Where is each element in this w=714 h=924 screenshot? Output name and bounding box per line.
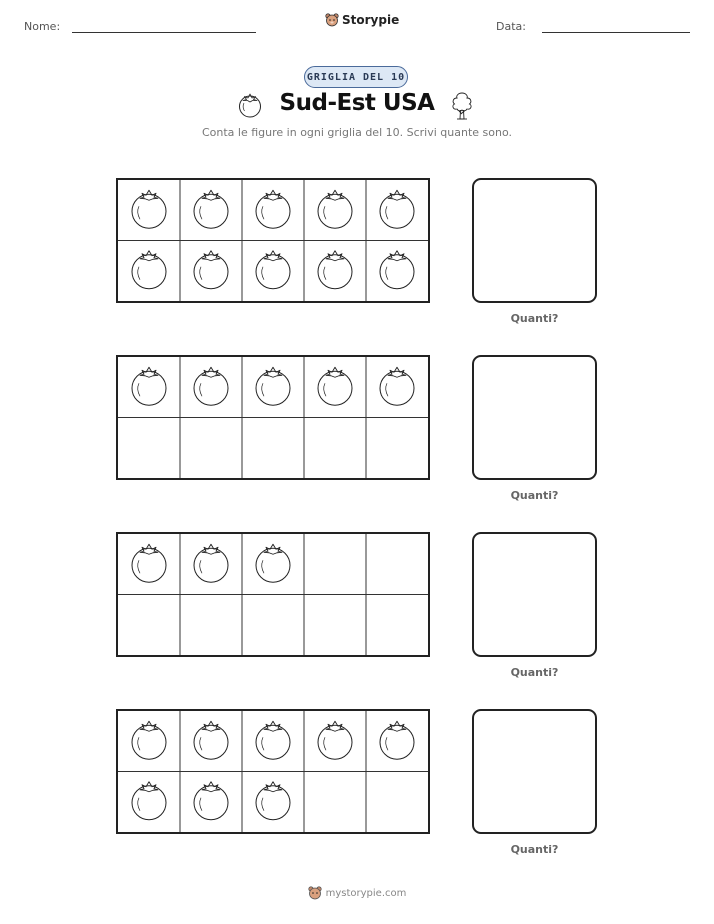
- tomato-icon: [132, 544, 166, 582]
- answer-label-1: Quanti?: [510, 312, 559, 325]
- ten-frame-cell: [256, 721, 290, 759]
- answer-box-2[interactable]: [472, 355, 597, 480]
- ten-frame-grid: [118, 180, 428, 301]
- footer-url: mystorypie.com: [325, 887, 407, 899]
- tomato-icon: [380, 721, 414, 759]
- brand-logo: [325, 13, 399, 27]
- tomato-icon: [132, 251, 166, 289]
- ten-frame-2: [116, 355, 430, 480]
- footer: [0, 886, 714, 900]
- ten-frame-cell: [256, 190, 290, 228]
- tomato-icon: [132, 190, 166, 228]
- tomato-icon: [132, 721, 166, 759]
- answer-label-4: Quanti?: [510, 843, 559, 856]
- tomato-icon: [256, 190, 290, 228]
- tomato-icon: [318, 190, 352, 228]
- ten-frame-cell: [132, 721, 166, 759]
- ten-frame-grid: [118, 534, 428, 655]
- tomato-icon: [256, 782, 290, 820]
- ten-frame-1: [116, 178, 430, 303]
- bear-mascot-icon: [325, 13, 339, 27]
- ten-frame-cell: [380, 190, 414, 228]
- tomato-icon: [256, 367, 290, 405]
- ten-frame-cell: [132, 367, 166, 405]
- ten-frame-grid: [118, 357, 428, 478]
- ten-frame-cell: [132, 190, 166, 228]
- ten-frame-4: [116, 709, 430, 834]
- ten-frame-cell: [380, 721, 414, 759]
- tomato-icon: [380, 190, 414, 228]
- ten-frame-cell: [194, 367, 228, 405]
- tomato-icon: [194, 782, 228, 820]
- name-line[interactable]: [72, 32, 256, 33]
- tomato-icon: [256, 544, 290, 582]
- answer-box-1[interactable]: [472, 178, 597, 303]
- tomato-icon: [194, 190, 228, 228]
- tomato-icon: [194, 367, 228, 405]
- tomato-icon: [318, 251, 352, 289]
- ten-frame-cell: [194, 190, 228, 228]
- bear-mascot-icon: [308, 886, 322, 900]
- ten-frame-cell: [132, 782, 166, 820]
- ten-frame-cell: [318, 367, 352, 405]
- ten-frame-cell: [256, 251, 290, 289]
- name-label: Nome:: [24, 20, 61, 33]
- tomato-icon: [380, 367, 414, 405]
- tomato-icon: [132, 782, 166, 820]
- tomato-icon: [318, 367, 352, 405]
- tomato-icon: [194, 251, 228, 289]
- answer-box-3[interactable]: [472, 532, 597, 657]
- ten-frame-cell: [318, 251, 352, 289]
- tomato-icon: [256, 721, 290, 759]
- tomato-icon: [318, 721, 352, 759]
- ten-frame-cell: [318, 190, 352, 228]
- ten-frame-cell: [194, 721, 228, 759]
- instructions: Conta le figure in ogni griglia del 10. Scrivi quante sono.: [201, 126, 512, 139]
- ten-frame-cell: [256, 544, 290, 582]
- tree-icon: [449, 91, 475, 121]
- date-line[interactable]: [542, 32, 690, 33]
- category-badge: GRIGLIA DEL 10: [304, 66, 408, 88]
- ten-frame-cell: [318, 721, 352, 759]
- answer-label-2: Quanti?: [510, 489, 559, 502]
- ten-frame-cell: [380, 251, 414, 289]
- tomato-icon: [132, 367, 166, 405]
- answer-box-4[interactable]: [472, 709, 597, 834]
- tomato-icon: [256, 251, 290, 289]
- tomato-icon: [380, 251, 414, 289]
- tomato-icon: [194, 544, 228, 582]
- tomato-icon: [194, 721, 228, 759]
- ten-frame-3: [116, 532, 430, 657]
- ten-frame-cell: [256, 782, 290, 820]
- answer-label-3: Quanti?: [510, 666, 559, 679]
- ten-frame-cell: [132, 544, 166, 582]
- ten-frame-cell: [194, 544, 228, 582]
- tomato-icon: [237, 91, 263, 119]
- ten-frame-cell: [194, 251, 228, 289]
- ten-frame-cell: [380, 367, 414, 405]
- ten-frame-grid: [118, 711, 428, 832]
- date-label: Data:: [496, 20, 526, 33]
- page-title: Sud-Est USA: [279, 90, 435, 116]
- ten-frame-cell: [256, 367, 290, 405]
- brand-name: Storypie: [342, 13, 400, 27]
- ten-frame-cell: [132, 251, 166, 289]
- ten-frame-cell: [194, 782, 228, 820]
